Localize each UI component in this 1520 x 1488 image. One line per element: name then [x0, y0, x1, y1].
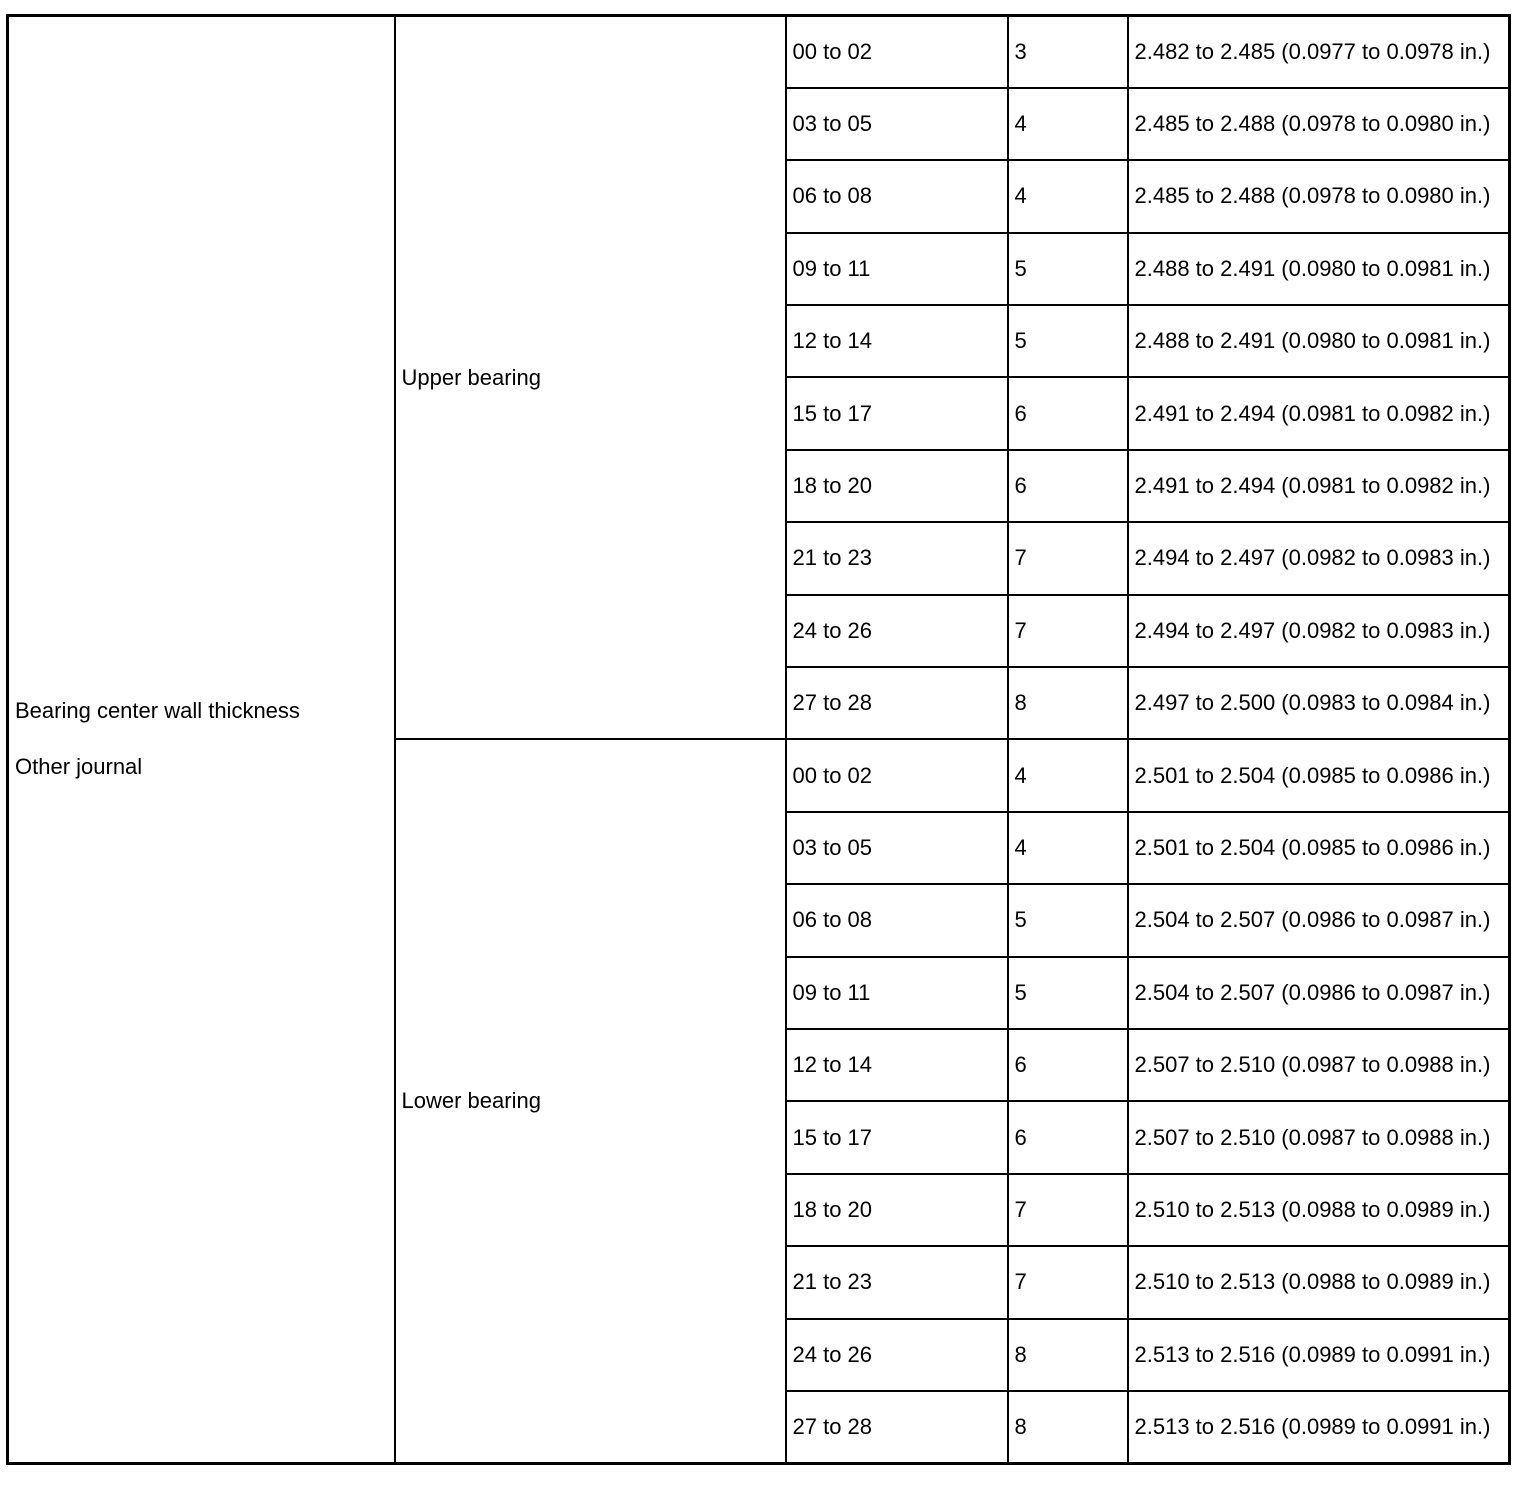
range-cell: 24 to 26 [786, 595, 1008, 667]
thickness-cell: 2.494 to 2.497 (0.0982 to 0.0983 in.) [1128, 595, 1510, 667]
bearing-thickness-table [6, 14, 1511, 1465]
grade-cell: 6 [1008, 450, 1128, 522]
range-cell: 12 to 14 [786, 305, 1008, 377]
range-cell: 06 to 08 [786, 160, 1008, 232]
range-cell: 15 to 17 [786, 377, 1008, 449]
range-cell: 24 to 26 [786, 1319, 1008, 1391]
thickness-cell: 2.504 to 2.507 (0.0986 to 0.0987 in.) [1128, 884, 1510, 956]
grade-cell: 8 [1008, 667, 1128, 739]
range-cell: 12 to 14 [786, 1029, 1008, 1101]
grade-cell: 7 [1008, 1174, 1128, 1246]
grade-cell: 7 [1008, 595, 1128, 667]
grade-cell: 6 [1008, 1101, 1128, 1173]
thickness-cell: 2.510 to 2.513 (0.0988 to 0.0989 in.) [1128, 1246, 1510, 1318]
grade-cell: 7 [1008, 1246, 1128, 1318]
thickness-cell: 2.507 to 2.510 (0.0987 to 0.0988 in.) [1128, 1101, 1510, 1173]
grade-cell: 6 [1008, 1029, 1128, 1101]
table-body [8, 16, 1510, 1464]
range-cell: 18 to 20 [786, 1174, 1008, 1246]
grade-cell: 7 [1008, 522, 1128, 594]
range-cell: 00 to 02 [786, 739, 1008, 811]
range-cell: 09 to 11 [786, 957, 1008, 1029]
thickness-cell: 2.488 to 2.491 (0.0980 to 0.0981 in.) [1128, 305, 1510, 377]
table-row [8, 16, 1510, 88]
grade-cell: 4 [1008, 160, 1128, 232]
thickness-cell: 2.501 to 2.504 (0.0985 to 0.0986 in.) [1128, 739, 1510, 811]
grade-cell: 5 [1008, 305, 1128, 377]
thickness-cell: 2.488 to 2.491 (0.0980 to 0.0981 in.) [1128, 233, 1510, 305]
bearing-label: Lower bearing [395, 739, 786, 1463]
grade-cell: 8 [1008, 1391, 1128, 1463]
thickness-cell: 2.491 to 2.494 (0.0981 to 0.0982 in.) [1128, 377, 1510, 449]
grade-cell: 5 [1008, 957, 1128, 1029]
range-cell: 00 to 02 [786, 16, 1008, 88]
thickness-cell: 2.485 to 2.488 (0.0978 to 0.0980 in.) [1128, 160, 1510, 232]
grade-cell: 4 [1008, 812, 1128, 884]
bearing-label: Upper bearing [395, 16, 786, 740]
grade-cell: 4 [1008, 88, 1128, 160]
thickness-cell: 2.494 to 2.497 (0.0982 to 0.0983 in.) [1128, 522, 1510, 594]
range-cell: 03 to 05 [786, 88, 1008, 160]
thickness-cell: 2.510 to 2.513 (0.0988 to 0.0989 in.) [1128, 1174, 1510, 1246]
range-cell: 27 to 28 [786, 667, 1008, 739]
thickness-cell: 2.497 to 2.500 (0.0983 to 0.0984 in.) [1128, 667, 1510, 739]
grade-cell: 5 [1008, 233, 1128, 305]
range-cell: 06 to 08 [786, 884, 1008, 956]
thickness-cell: 2.507 to 2.510 (0.0987 to 0.0988 in.) [1128, 1029, 1510, 1101]
range-cell: 27 to 28 [786, 1391, 1008, 1463]
grade-cell: 8 [1008, 1319, 1128, 1391]
thickness-cell: 2.482 to 2.485 (0.0977 to 0.0978 in.) [1128, 16, 1510, 88]
range-cell: 09 to 11 [786, 233, 1008, 305]
group-label-line1: Bearing center wall thickness [15, 698, 300, 724]
range-cell: 18 to 20 [786, 450, 1008, 522]
grade-cell: 6 [1008, 377, 1128, 449]
thickness-cell: 2.491 to 2.494 (0.0981 to 0.0982 in.) [1128, 450, 1510, 522]
range-cell: 03 to 05 [786, 812, 1008, 884]
thickness-cell: 2.513 to 2.516 (0.0989 to 0.0991 in.) [1128, 1391, 1510, 1463]
range-cell: 21 to 23 [786, 1246, 1008, 1318]
thickness-cell: 2.485 to 2.488 (0.0978 to 0.0980 in.) [1128, 88, 1510, 160]
range-cell: 15 to 17 [786, 1101, 1008, 1173]
grade-cell: 3 [1008, 16, 1128, 88]
group-label-line2: Other journal [15, 754, 143, 780]
thickness-cell: 2.504 to 2.507 (0.0986 to 0.0987 in.) [1128, 957, 1510, 1029]
thickness-cell: 2.501 to 2.504 (0.0985 to 0.0986 in.) [1128, 812, 1510, 884]
thickness-cell: 2.513 to 2.516 (0.0989 to 0.0991 in.) [1128, 1319, 1510, 1391]
range-cell: 21 to 23 [786, 522, 1008, 594]
grade-cell: 5 [1008, 884, 1128, 956]
group-label-cell [8, 16, 395, 1464]
grade-cell: 4 [1008, 739, 1128, 811]
